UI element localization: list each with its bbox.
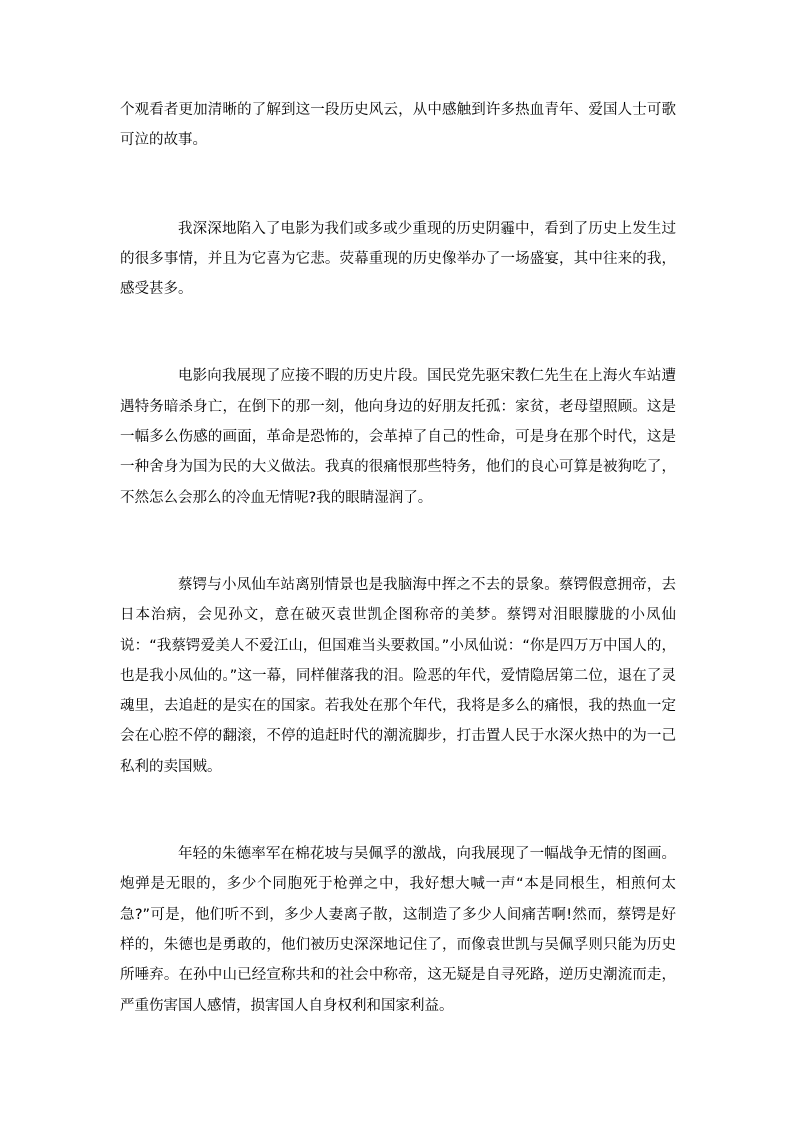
paragraph-3: 电影向我展现了应接不暇的历史片段。国民党先驱宋教仁先生在上海火车站遭遇特务暗杀身亡，在倒下的那一刻，他向身边的好朋友托孤：家贫，老母望照顾。这是一幅多么伤感的画面，革命是恐怖的，会革掉了自己的性命，可是身在那个时代，这是一种舍身为国为民的大义做法。我真的很痛恨那些特务，他们的良心可算是被狗吃了，不然怎么会那么的冷血无情呢?我的眼睛湿润了。 — [120, 368, 676, 506]
paragraph-1: 个观看者更加清晰的了解到这一段历史风云，从中感触到许多热血青年、爱国人士可歌可泣的故事。 — [120, 102, 676, 149]
paragraph-4: 蔡锷与小凤仙车站离别情景也是我脑海中挥之不去的景象。蔡锷假意拥帝，去日本治病，会见孙文，意在破灭袁世凯企图称帝的美梦。蔡锷对泪眼朦胧的小凤仙说：“我蔡锷爱美人不爱江山，但国难当头要救国。”小凤仙说：“你是四万万中国人的，也是我小凤仙的。”这一幕，同样催落我的泪。险恶的年代，爱情隐居第二位，退在了灵魂里，去追赶的是实在的国家。若我处在那个年代，我将是多么的痛恨，我的热血一定会在心腔不停的翻滚，不停的追赶时代的潮流脚步，打击置人民于水深火热中的为一己私利的卖国贼。 — [120, 576, 676, 775]
paragraph-2: 我深深地陷入了电影为我们或多或少重现的历史阴霾中，看到了历史上发生过的很多事情，并且为它喜为它悲。荧幕重现的历史像举办了一场盛宴，其中往来的我，感受甚多。 — [120, 220, 676, 298]
paragraph-5: 年轻的朱德率军在棉花坡与吴佩孚的激战，向我展现了一幅战争无情的图画。炮弹是无眼的，多少个同胞死于枪弹之中，我好想大喊一声“本是同根生，相煎何太急?”可是，他们听不到，多少人妻离子散，这制造了多少人间痛苦啊!然而，蔡锷是好样的，朱德也是勇敢的，他们被历史深深地记住了，而像袁世凯与吴佩孚则只能为历史所唾弃。在孙中山已经宣称共和的社会中称帝，这无疑是自寻死路，逆历史潮流而走，严重伤害国人感情，损害国人自身权利和国家利益。 — [120, 846, 676, 1014]
document-page — [120, 95, 676, 1055]
